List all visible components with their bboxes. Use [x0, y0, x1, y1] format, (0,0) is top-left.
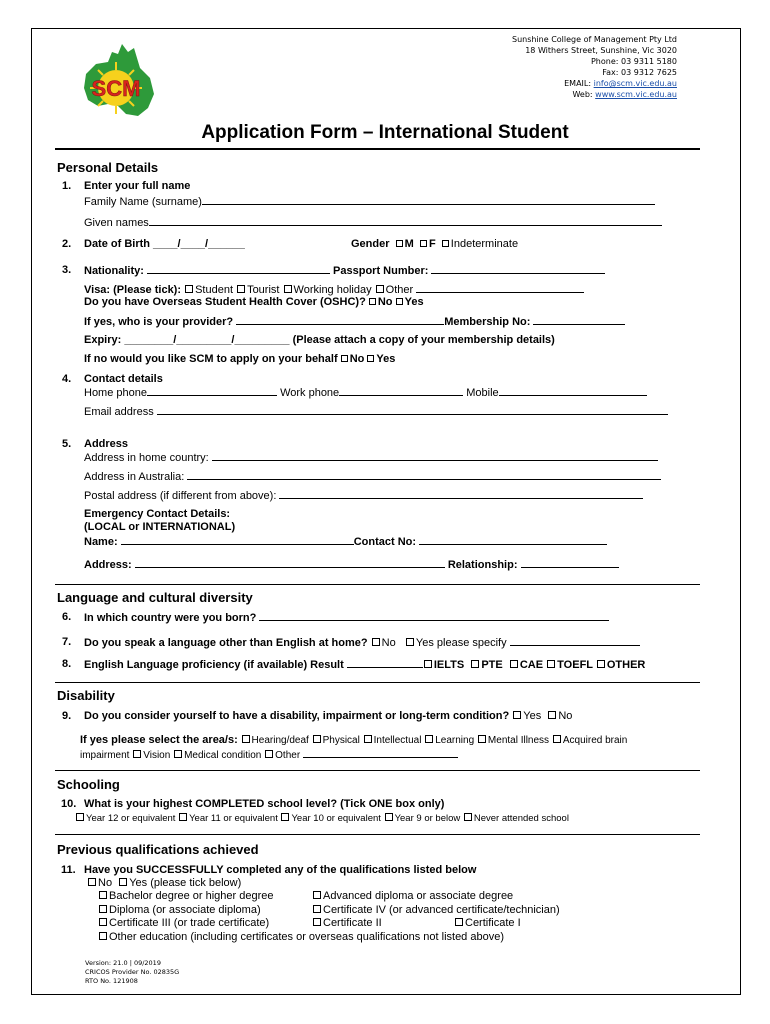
- toefl-label: TOEFL: [557, 659, 593, 671]
- emergency-name-label: Name:: [84, 536, 118, 548]
- nationality-row: [84, 264, 605, 277]
- qual-other-checkbox[interactable]: [99, 932, 107, 940]
- disability-divider: [55, 682, 700, 683]
- postal-address-label: Postal address (if different from above):: [84, 490, 277, 502]
- area-other-checkbox[interactable]: [265, 750, 273, 758]
- visa-student-checkbox[interactable]: [185, 285, 193, 293]
- scm-apply-yes-label: Yes: [376, 353, 396, 365]
- emergency-address-row: [84, 558, 619, 571]
- given-names-label: Given names: [84, 217, 149, 229]
- visa-other-input[interactable]: [416, 283, 584, 293]
- qual-cert4-item: [312, 904, 560, 916]
- disability-question-label: Do you consider yourself to have a disability, impairment or long-term condition?: [84, 710, 510, 722]
- qual-cert2-item: [312, 917, 382, 929]
- emergency-address-input[interactable]: [135, 558, 445, 568]
- qualifications-heading: Previous qualifications achieved: [57, 842, 259, 857]
- mobile-label: Mobile: [466, 387, 499, 399]
- scm-apply-yes-checkbox[interactable]: [367, 355, 374, 362]
- provider-row: [84, 315, 625, 328]
- year9-checkbox[interactable]: [385, 813, 393, 821]
- visa-student-label: Student: [195, 284, 233, 296]
- schooling-heading: Schooling: [57, 777, 120, 792]
- area-brain-label: Acquired brain: [562, 735, 628, 746]
- emergency-contact-label: Contact No:: [353, 536, 417, 548]
- emergency-address-label: Address:: [84, 559, 132, 571]
- family-name-row: [84, 195, 655, 208]
- qual-bachelor-checkbox[interactable]: [99, 891, 107, 899]
- year12-checkbox[interactable]: [76, 813, 84, 821]
- qualifications-divider: [55, 834, 700, 835]
- year10-label: Year 10 or equivalent: [291, 813, 381, 824]
- toefl-checkbox[interactable]: [547, 660, 555, 668]
- email-address-label: Email address: [84, 406, 154, 418]
- visa-other-label: Other: [385, 284, 414, 296]
- home-phone-input[interactable]: [147, 386, 277, 396]
- gender-m-label: M: [404, 238, 414, 250]
- qual-no-checkbox[interactable]: [88, 878, 96, 886]
- disability-no-label: No: [558, 710, 573, 722]
- email-label: EMAIL:: [564, 79, 592, 88]
- area-brain-label-cont: impairment: [80, 750, 130, 761]
- q9-number: 9.: [62, 710, 72, 722]
- oshc-no-checkbox[interactable]: [369, 298, 376, 305]
- qual-yes-checkbox[interactable]: [119, 878, 127, 886]
- q4-number: 4.: [62, 373, 72, 385]
- qual-no-label: No: [98, 877, 113, 889]
- pte-label: PTE: [481, 659, 503, 671]
- footer-info: [85, 959, 179, 986]
- home-country-row: [84, 451, 658, 464]
- oshc-yes-checkbox[interactable]: [396, 298, 403, 305]
- title-divider: [55, 148, 700, 150]
- disability-yes-label: Yes: [523, 710, 542, 722]
- ielts-checkbox[interactable]: [424, 660, 432, 668]
- australia-address-row: [84, 470, 661, 483]
- qual-adv-diploma-checkbox[interactable]: [313, 891, 321, 899]
- english-proficiency-label: English Language proficiency (if available) Result: [84, 659, 344, 671]
- rto-text: RTO No. 121908: [85, 977, 138, 985]
- area-mental-label: Mental Illness: [487, 735, 550, 746]
- q8-number: 8.: [62, 658, 72, 670]
- gender-label: Gender: [351, 238, 390, 250]
- q4-label: Contact details: [84, 373, 163, 385]
- qual-cert3-label: Certificate III (or trade certificate): [109, 917, 270, 929]
- other-language-label: Do you speak a language other than English at home?: [84, 637, 368, 649]
- scm-apply-row: [84, 353, 395, 365]
- disability-yes-checkbox[interactable]: [513, 711, 521, 719]
- area-physical-checkbox[interactable]: [313, 735, 321, 743]
- family-name-label: Family Name (surname): [84, 196, 202, 208]
- other-test-label: OTHER: [606, 659, 646, 671]
- membership-input[interactable]: [533, 315, 625, 325]
- disability-no-checkbox[interactable]: [548, 711, 556, 719]
- home-country-input[interactable]: [212, 451, 658, 461]
- qual-cert1-checkbox[interactable]: [455, 918, 463, 926]
- area-hearing-label: Hearing/deaf: [251, 735, 309, 746]
- postal-address-input[interactable]: [279, 489, 643, 499]
- other-language-no-checkbox[interactable]: [372, 638, 380, 646]
- passport-label: Passport Number:: [333, 265, 429, 277]
- qual-bachelor-item: [98, 890, 274, 902]
- other-language-no-label: No: [381, 637, 396, 649]
- birth-country-input[interactable]: [259, 611, 609, 621]
- work-phone-label: Work phone: [280, 387, 340, 399]
- qual-cert1-item: [454, 917, 521, 929]
- visa-row: [84, 283, 584, 296]
- disability-areas-row: [80, 734, 627, 746]
- q11-number: 11.: [61, 864, 76, 876]
- area-vision-label: Vision: [143, 750, 171, 761]
- gender-indeterminate-checkbox[interactable]: [442, 240, 449, 247]
- visa-tourist-label: Tourist: [247, 284, 280, 296]
- gender-m-checkbox[interactable]: [396, 240, 403, 247]
- birth-country-row: [84, 611, 609, 624]
- given-names-input[interactable]: [149, 216, 662, 226]
- visa-label: Visa: (Please tick):: [84, 284, 182, 296]
- phones-row: [84, 386, 647, 399]
- area-physical-label: Physical: [322, 735, 360, 746]
- emergency-name-row: [84, 535, 607, 548]
- q5-number: 5.: [62, 438, 72, 450]
- scm-apply-label: If no would you like SCM to apply on your behalf: [84, 353, 338, 365]
- other-language-row: [84, 636, 640, 649]
- oshc-expiry-field[interactable]: Expiry: ________/_________/_________ (Please attach a copy of your membership details): [84, 334, 555, 346]
- visa-tourist-checkbox[interactable]: [237, 285, 245, 293]
- relationship-label: Relationship:: [447, 559, 518, 571]
- australia-address-input[interactable]: [187, 470, 661, 480]
- area-mental-checkbox[interactable]: [478, 735, 486, 743]
- nationality-input[interactable]: [147, 264, 330, 274]
- area-medical-label: Medical condition: [184, 750, 262, 761]
- pte-checkbox[interactable]: [471, 660, 479, 668]
- q7-number: 7.: [62, 636, 72, 648]
- q1-number: 1.: [62, 180, 72, 192]
- gender-f-checkbox[interactable]: [420, 240, 427, 247]
- qual-diploma-item: [98, 904, 261, 916]
- qual-adv-diploma-label: Advanced diploma or associate degree: [323, 890, 514, 902]
- area-medical-checkbox[interactable]: [174, 750, 182, 758]
- never-attended-checkbox[interactable]: [464, 813, 472, 821]
- mobile-input[interactable]: [499, 386, 647, 396]
- other-language-yes-checkbox[interactable]: [406, 638, 414, 646]
- area-other-input[interactable]: [303, 748, 458, 758]
- family-name-input[interactable]: [202, 195, 655, 205]
- emergency-name-input[interactable]: [121, 535, 354, 545]
- year12-label: Year 12 or equivalent: [86, 813, 176, 824]
- gender-indeterminate-label: Indeterminate: [450, 238, 519, 250]
- schooling-divider: [55, 770, 700, 771]
- cae-label: CAE: [519, 659, 544, 671]
- australia-address-label: Address in Australia:: [84, 471, 185, 483]
- home-country-label: Address in home country:: [84, 452, 209, 464]
- year11-checkbox[interactable]: [179, 813, 187, 821]
- nationality-label: Nationality:: [84, 265, 144, 277]
- membership-label: Membership No:: [444, 316, 531, 328]
- email-link[interactable]: info@scm.vic.edu.au: [593, 79, 677, 88]
- date-of-birth-field[interactable]: Date of Birth ____/____/______: [84, 238, 245, 250]
- other-language-yes-label: Yes please specify: [415, 637, 507, 649]
- passport-input[interactable]: [431, 264, 605, 274]
- area-learning-label: Learning: [435, 735, 475, 746]
- company-name: Sunshine College of Management Pty Ltd: [511, 35, 677, 44]
- given-names-row: [84, 216, 662, 229]
- school-level-options: [75, 813, 569, 824]
- q3-number: 3.: [62, 264, 72, 276]
- other-test-checkbox[interactable]: [597, 660, 605, 668]
- disability-areas-label: If yes please select the area/s:: [80, 734, 238, 746]
- phone-number: Phone: 03 9311 5180: [590, 57, 677, 66]
- q5-label: Address: [84, 438, 129, 450]
- year10-checkbox[interactable]: [281, 813, 289, 821]
- q1-label: Enter your full name: [84, 180, 191, 192]
- oshc-yes-label: Yes: [404, 296, 424, 308]
- form-title: Application Form – International Student: [201, 122, 569, 143]
- english-result-input[interactable]: [347, 658, 423, 668]
- cae-checkbox[interactable]: [510, 660, 518, 668]
- logo-text: SCM: [91, 76, 141, 101]
- gender-f-label: F: [428, 238, 436, 250]
- q10-number: 10.: [61, 798, 77, 810]
- area-intellectual-label: Intellectual: [373, 735, 422, 746]
- q11-label: Have you SUCCESSFULLY completed any of the qualifications listed below: [84, 864, 477, 876]
- never-attended-label: Never attended school: [473, 813, 569, 824]
- q2-number: 2.: [62, 238, 72, 250]
- area-learning-checkbox[interactable]: [425, 735, 433, 743]
- qual-cert3-checkbox[interactable]: [99, 918, 107, 926]
- disability-heading: Disability: [57, 688, 115, 703]
- other-language-input[interactable]: [510, 636, 640, 646]
- college-contact-block: [512, 34, 677, 100]
- qual-other-label: Other education (including certificates or overseas qualifications not listed above): [109, 931, 504, 943]
- emergency-contact-input[interactable]: [419, 535, 607, 545]
- visa-other-checkbox[interactable]: [376, 285, 384, 293]
- scm-apply-no-label: No: [349, 353, 365, 365]
- language-heading: Language and cultural diversity: [57, 590, 253, 605]
- qual-cert2-label: Certificate II: [323, 917, 382, 929]
- oshc-label: Do you have Overseas Student Health Cover (OSHC)?: [84, 296, 366, 308]
- home-phone-label: Home phone: [84, 387, 147, 399]
- postal-address-row: [84, 489, 643, 502]
- qual-cert4-label: Certificate IV (or advanced certificate/technician): [323, 904, 560, 916]
- area-hearing-checkbox[interactable]: [242, 735, 250, 743]
- work-phone-input[interactable]: [339, 386, 463, 396]
- language-divider: [55, 584, 700, 585]
- qual-cert4-checkbox[interactable]: [313, 905, 321, 913]
- area-vision-checkbox[interactable]: [133, 750, 141, 758]
- scm-apply-no-checkbox[interactable]: [341, 355, 348, 362]
- qualifications-yes-no: [87, 877, 241, 889]
- qual-cert2-checkbox[interactable]: [313, 918, 321, 926]
- fax-number: Fax: 03 9312 7625: [602, 68, 677, 77]
- oshc-row: [84, 296, 424, 308]
- version-text: Version: 21.0 | 09/2019: [85, 959, 161, 967]
- area-other-label: Other: [275, 750, 301, 761]
- qual-other-item: [98, 931, 504, 943]
- year11-label: Year 11 or equivalent: [189, 813, 278, 824]
- emergency-local-label: (LOCAL or INTERNATIONAL): [84, 521, 236, 533]
- email-row: [84, 405, 668, 418]
- area-brain-checkbox[interactable]: [553, 735, 561, 743]
- q10-label: What is your highest COMPLETED school level? (Tick ONE box only): [84, 798, 445, 810]
- qual-cert1-label: Certificate I: [465, 917, 521, 929]
- web-link[interactable]: www.scm.vic.edu.au: [595, 90, 677, 99]
- web-label: Web:: [572, 90, 593, 99]
- birth-country-label: In which country were you born?: [84, 612, 257, 624]
- oshc-no-label: No: [377, 296, 393, 308]
- street-address: 18 Withers Street, Sunshine, Vic 3020: [525, 46, 677, 55]
- emergency-heading: Emergency Contact Details:: [84, 508, 231, 520]
- cricos-text: CRICOS Provider No. 02835G: [85, 968, 180, 976]
- area-intellectual-checkbox[interactable]: [364, 735, 372, 743]
- qual-adv-diploma-item: [312, 890, 513, 902]
- disability-question-row: [84, 710, 572, 722]
- personal-details-heading: Personal Details: [57, 160, 159, 175]
- year9-label: Year 9 or below: [394, 813, 461, 824]
- college-logo: [78, 40, 160, 120]
- visa-working-label: Working holiday: [293, 284, 372, 296]
- relationship-input[interactable]: [521, 558, 619, 568]
- qual-cert3-item: [98, 917, 269, 929]
- provider-input[interactable]: [236, 315, 444, 325]
- qual-yes-label: Yes (please tick below): [129, 877, 242, 889]
- english-proficiency-row: [84, 658, 645, 671]
- visa-working-checkbox[interactable]: [284, 285, 292, 293]
- ielts-label: IELTS: [433, 659, 465, 671]
- gender-row: [351, 238, 518, 250]
- q6-number: 6.: [62, 611, 72, 623]
- email-address-input[interactable]: [157, 405, 668, 415]
- qual-bachelor-label: Bachelor degree or higher degree: [109, 890, 274, 902]
- qual-diploma-checkbox[interactable]: [99, 905, 107, 913]
- disability-areas-row2: [80, 748, 458, 761]
- qual-diploma-label: Diploma (or associate diploma): [109, 904, 261, 916]
- provider-label: If yes, who is your provider?: [84, 316, 234, 328]
